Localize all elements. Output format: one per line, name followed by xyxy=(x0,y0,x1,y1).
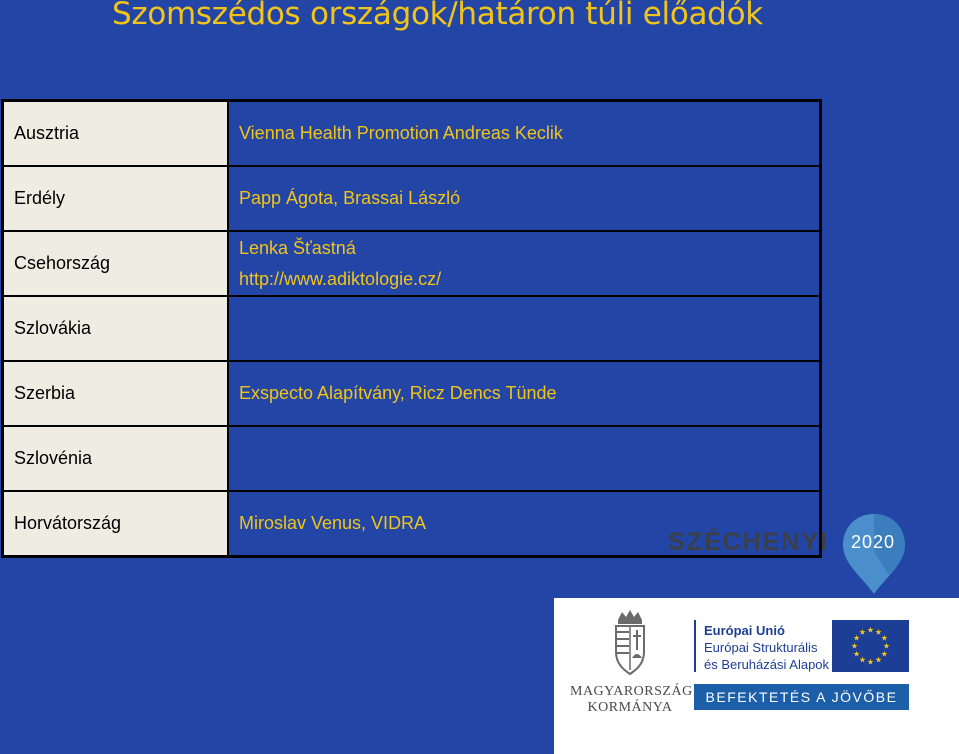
page-title: Szomszédos országok/határon túli előadók xyxy=(112,0,763,32)
presenter-link[interactable]: http://www.adiktologie.cz/ xyxy=(239,268,442,289)
country-cell: Szerbia xyxy=(3,361,229,426)
table-row xyxy=(3,361,821,426)
table-row xyxy=(3,426,821,491)
country-cell: Ausztria xyxy=(3,101,229,167)
countries-table xyxy=(1,99,822,558)
presenter-cell xyxy=(228,101,821,167)
country-cell: Erdély xyxy=(3,166,229,231)
presenter-line: Papp Ágota, Brassai László xyxy=(239,188,461,208)
government-line-1: MAGYARORSZÁG xyxy=(570,684,693,699)
eu-flag-icon xyxy=(832,620,909,672)
presenter-line: Lenka Šťastná xyxy=(239,237,356,258)
table-row xyxy=(3,296,821,361)
presenter-line: Exspecto Alapítvány, Ricz Dencs Tünde xyxy=(239,383,557,403)
presenter-line: Vienna Health Promotion Andreas Keclik xyxy=(239,123,563,143)
presenter-cell xyxy=(228,231,821,296)
hungarian-coat-of-arms-icon xyxy=(610,608,650,678)
presenter-cell xyxy=(228,166,821,231)
eu-line-2: és Beruházási Alapok xyxy=(704,657,830,672)
eu-funds-text xyxy=(704,622,829,673)
investment-slogan: BEFEKTETÉS A JÖVŐBE xyxy=(694,684,909,710)
table-row xyxy=(3,231,821,296)
location-pin-icon xyxy=(839,512,909,596)
funding-logos-panel xyxy=(554,598,959,754)
presenter-cell xyxy=(228,296,821,361)
country-cell: Horvátország xyxy=(3,491,229,557)
government-name xyxy=(570,684,693,716)
country-cell: Szlovénia xyxy=(3,426,229,491)
eu-line-1: Európai Strukturális xyxy=(704,640,818,655)
table-row xyxy=(3,101,821,167)
government-line-2: KORMÁNYA xyxy=(587,700,673,715)
presenter-line: Miroslav Venus, VIDRA xyxy=(239,513,427,533)
szechenyi-wordmark: SZÉCHENYI xyxy=(668,528,830,556)
eu-divider xyxy=(694,620,696,672)
szechenyi-year: 2020 xyxy=(850,532,896,552)
presenter-cell xyxy=(228,426,821,491)
presenter-cell xyxy=(228,361,821,426)
country-cell: Csehország xyxy=(3,231,229,296)
country-cell: Szlovákia xyxy=(3,296,229,361)
table-row xyxy=(3,166,821,231)
szechenyi-2020-logo xyxy=(668,512,908,602)
eu-title: Európai Unió xyxy=(704,623,785,638)
